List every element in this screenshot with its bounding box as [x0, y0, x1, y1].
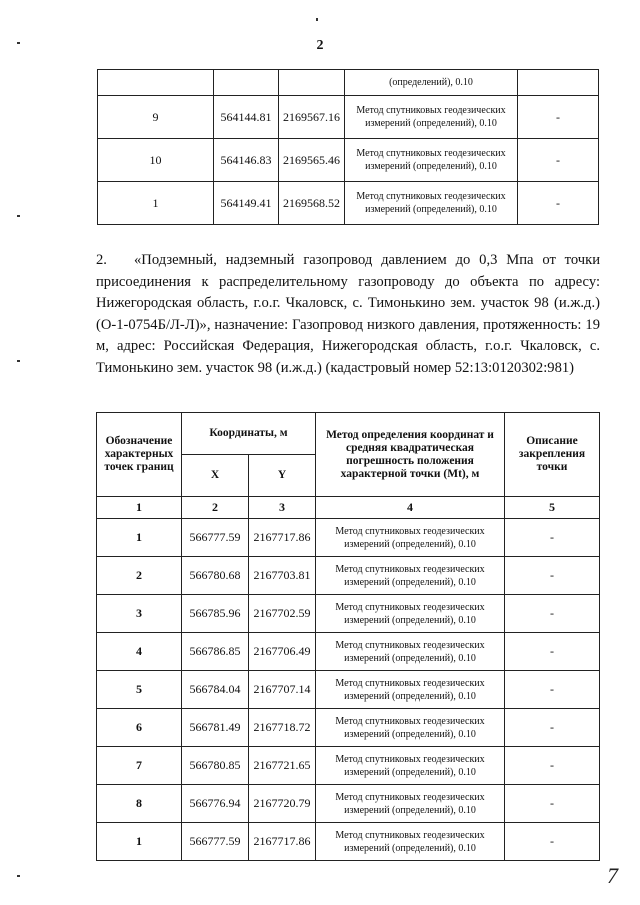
point-number-cell: 6	[97, 709, 182, 747]
x-coordinate-cell: 566781.49	[182, 709, 249, 747]
scan-speck	[17, 42, 20, 44]
y-coordinate-cell: 2167718.72	[249, 709, 316, 747]
table-row	[98, 96, 599, 139]
method-cell: Метод спутниковых геодезических измерений (определений), 0.10	[316, 785, 505, 823]
method-cell: (определений), 0.10	[345, 70, 518, 96]
method-cell: Метод спутниковых геодезических измерений (определений), 0.10	[345, 96, 518, 139]
point-number-cell: 5	[97, 671, 182, 709]
description-cell: -	[518, 182, 599, 225]
y-coordinate-cell: 2169568.52	[279, 182, 345, 225]
x-coordinate-cell: 564146.83	[214, 139, 279, 182]
method-cell: Метод спутниковых геодезических измерений (определений), 0.10	[316, 709, 505, 747]
point-number-cell: 8	[97, 785, 182, 823]
method-cell: Метод спутниковых геодезических измерений (определений), 0.10	[316, 823, 505, 861]
point-number-cell: 10	[98, 139, 214, 182]
description-cell: -	[505, 633, 600, 671]
table-row	[97, 519, 600, 557]
paragraph-text: «Подземный, надземный газопровод давлением до 0,3 Мпа от точки присоединения к распределительному газопроводу до объекта по адресу: Нижегородская область, г.о.г. Чкаловск, с. Тимонькино зем. участок 98 (и.ж.д.) (О-1-0754Б/Л-Л)», назначение: Газопровод низкого давления, протяженность: 19 м, адрес: Российская Федерация, Нижегородская область, г.о.г. Чкаловск, с. Тимонькино зем. участок 98 (и.ж.д.) (кадастровый номер 52:13:0120302:981)	[96, 252, 600, 376]
page-number: 2	[316, 38, 324, 53]
column-index-cell: 1	[97, 497, 182, 519]
description-cell: -	[505, 557, 600, 595]
point-number-cell: 1	[97, 519, 182, 557]
table-row	[98, 70, 599, 96]
description-cell: -	[505, 709, 600, 747]
description-cell: -	[505, 671, 600, 709]
x-coordinate-cell	[214, 70, 279, 96]
method-cell: Метод спутниковых геодезических измерений (определений), 0.10	[316, 519, 505, 557]
header-x: X	[182, 455, 249, 497]
handwritten-page-mark: 7	[607, 863, 618, 888]
point-number-cell: 9	[98, 96, 214, 139]
description-cell: -	[505, 519, 600, 557]
x-coordinate-cell: 564144.81	[214, 96, 279, 139]
x-coordinate-cell: 566776.94	[182, 785, 249, 823]
method-cell: Метод спутниковых геодезических измерений (определений), 0.10	[316, 633, 505, 671]
table-row	[97, 633, 600, 671]
scan-speck	[316, 18, 318, 21]
description-cell	[518, 70, 599, 96]
description-cell: -	[518, 139, 599, 182]
x-coordinate-cell: 566777.59	[182, 519, 249, 557]
y-coordinate-cell	[279, 70, 345, 96]
x-coordinate-cell: 566786.85	[182, 633, 249, 671]
point-number-cell: 1	[97, 823, 182, 861]
header-point: Обозначение характерных точек границ	[97, 413, 182, 497]
column-index-cell: 4	[316, 497, 505, 519]
method-cell: Метод спутниковых геодезических измерений (определений), 0.10	[316, 747, 505, 785]
description-cell: -	[505, 785, 600, 823]
x-coordinate-cell: 566785.96	[182, 595, 249, 633]
y-coordinate-cell: 2167702.59	[249, 595, 316, 633]
column-index-cell: 5	[505, 497, 600, 519]
description-cell: -	[505, 747, 600, 785]
table-row	[98, 139, 599, 182]
table-row	[97, 557, 600, 595]
column-index-row	[97, 497, 600, 519]
y-coordinate-cell: 2167720.79	[249, 785, 316, 823]
method-cell: Метод спутниковых геодезических измерений (определений), 0.10	[345, 182, 518, 225]
method-cell: Метод спутниковых геодезических измерений (определений), 0.10	[316, 671, 505, 709]
x-coordinate-cell: 566780.68	[182, 557, 249, 595]
method-cell: Метод спутниковых геодезических измерений (определений), 0.10	[316, 595, 505, 633]
object-description-paragraph	[96, 250, 600, 380]
table-row	[97, 595, 600, 633]
point-number-cell	[98, 70, 214, 96]
table2-header	[97, 413, 600, 497]
table-row	[97, 785, 600, 823]
table-row	[98, 182, 599, 225]
scan-speck	[17, 875, 20, 877]
y-coordinate-cell: 2167703.81	[249, 557, 316, 595]
point-number-cell: 7	[97, 747, 182, 785]
x-coordinate-cell: 564149.41	[214, 182, 279, 225]
description-cell: -	[505, 595, 600, 633]
table2-body	[97, 497, 600, 861]
point-number-cell: 2	[97, 557, 182, 595]
y-coordinate-cell: 2169565.46	[279, 139, 345, 182]
header-y: Y	[249, 455, 316, 497]
table-row	[97, 747, 600, 785]
y-coordinate-cell: 2167706.49	[249, 633, 316, 671]
x-coordinate-cell: 566784.04	[182, 671, 249, 709]
header-description: Описание закрепления точки	[505, 413, 600, 497]
paragraph-number: 2.	[96, 252, 107, 268]
table-row	[97, 709, 600, 747]
point-number-cell: 3	[97, 595, 182, 633]
scan-speck	[17, 360, 20, 362]
y-coordinate-cell: 2167717.86	[249, 823, 316, 861]
coordinates-table-continued	[97, 69, 599, 225]
header-coordinates: Координаты, м	[182, 413, 316, 455]
point-number-cell: 1	[98, 182, 214, 225]
x-coordinate-cell: 566780.85	[182, 747, 249, 785]
table-row	[97, 671, 600, 709]
method-cell: Метод спутниковых геодезических измерений (определений), 0.10	[345, 139, 518, 182]
column-index-cell: 2	[182, 497, 249, 519]
column-index-cell: 3	[249, 497, 316, 519]
table-row	[97, 823, 600, 861]
y-coordinate-cell: 2169567.16	[279, 96, 345, 139]
method-cell: Метод спутниковых геодезических измерений (определений), 0.10	[316, 557, 505, 595]
header-method: Метод определения координат и средняя квадратическая погрешность положения характерной точки (Mt), м	[316, 413, 505, 497]
y-coordinate-cell: 2167717.86	[249, 519, 316, 557]
coordinates-table	[96, 412, 600, 861]
y-coordinate-cell: 2167721.65	[249, 747, 316, 785]
scan-speck	[17, 215, 20, 217]
y-coordinate-cell: 2167707.14	[249, 671, 316, 709]
point-number-cell: 4	[97, 633, 182, 671]
x-coordinate-cell: 566777.59	[182, 823, 249, 861]
description-cell: -	[505, 823, 600, 861]
description-cell: -	[518, 96, 599, 139]
table1-body	[98, 70, 599, 225]
